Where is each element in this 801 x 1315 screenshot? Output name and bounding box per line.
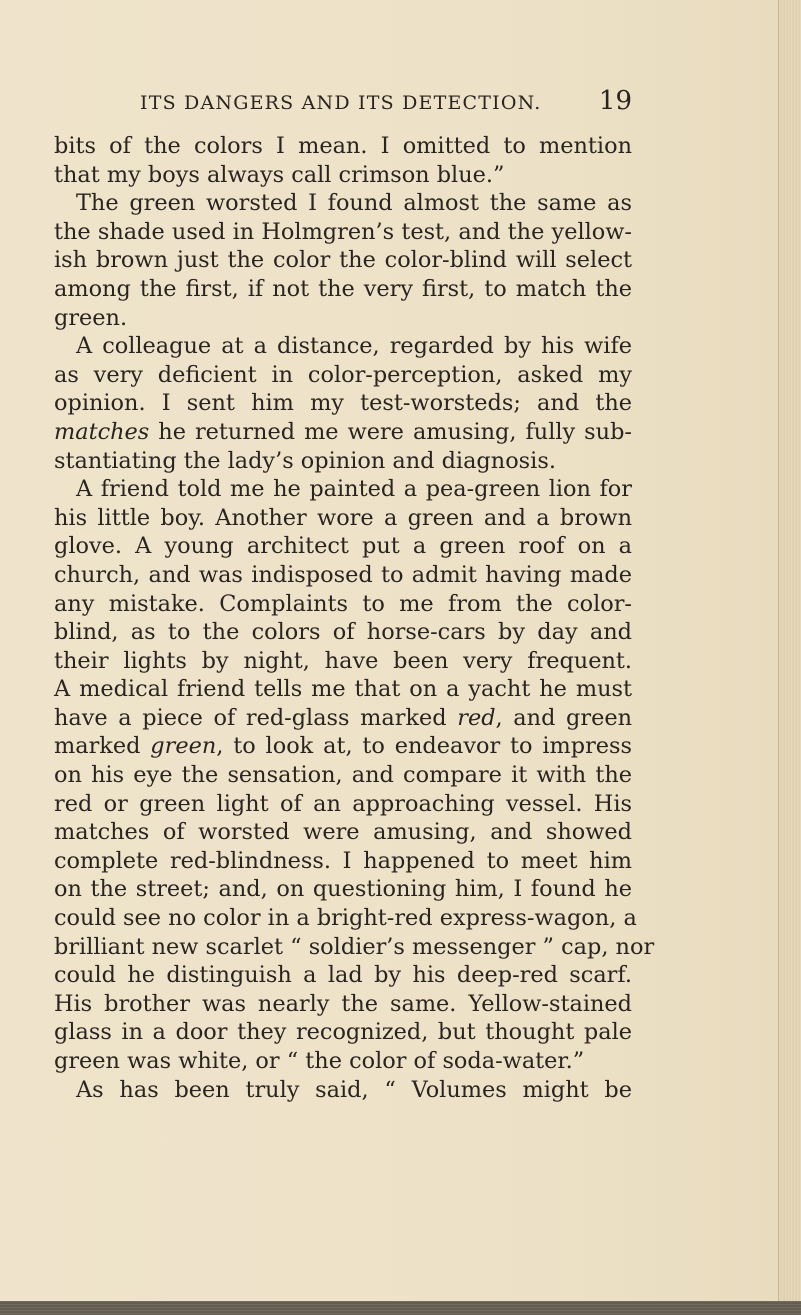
page-header [140,86,632,124]
text-run: have a piece of red-glass marked [54,704,458,731]
text-line: As has been truly said, “ Volumes might be [76,1076,632,1103]
text-line: on his eye the sensation, and compare it with the [54,762,632,789]
page-number: 19 [598,86,632,116]
italic-text: matches [54,418,150,445]
text-line: church, and was indisposed to admit having made [54,561,632,588]
text-line: The green worsted I found almost the same as [76,190,632,217]
text-line [54,732,632,761]
text-line: matches of worsted were amusing, and showed [54,819,632,846]
text-line: stantiating the lady’s opinion and diagnosis. [54,447,556,474]
text-line: brilliant new scarlet “ soldier’s messenger ” cap, nor [54,933,655,960]
text-line: could he distinguish a lad by his deep-red scarf. [54,962,632,989]
text-line: as very deficient in color-perception, asked my [54,361,632,388]
text-run: he returned me were amusing, fully sub- [149,418,632,445]
text-line: on the street; and, on questioning him, I found he [54,876,632,903]
text-run: marked [54,733,151,760]
italic-text: green [150,733,217,760]
text-line [54,704,632,733]
text-line: A friend told me he painted a pea-green lion for [76,476,632,503]
text-line: among the first, if not the very first, to match the [54,275,632,302]
text-line: his little boy. Another wore a green and a brown [54,504,632,531]
text-line: could see no color in a bright-red express-wagon, a [54,905,637,932]
text-line: blind, as to the colors of horse-cars by day and [54,619,632,646]
italic-text: red [457,704,496,731]
text-line: A colleague at a distance, regarded by his wife [76,333,632,360]
text-line: glove. A young architect put a green roof on a [54,533,632,560]
text-line: their lights by night, have been very frequent. [54,647,632,674]
text-line: that my boys always call crimson blue.” [54,161,505,188]
text-line: A medical friend tells me that on a yacht he must [54,676,632,703]
text-line [54,418,632,447]
text-line: red or green light of an approaching vessel. His [54,790,632,817]
body-text [54,132,655,1104]
page-bottom-edge [0,1301,801,1315]
text-line: green. [54,304,128,331]
text-line: glass in a door they recognized, but thought pale [54,1019,632,1046]
text-line: bits of the colors I mean. I omitted to mention [54,133,632,159]
text-line: ish brown just the color the color-blind will select [54,247,632,274]
text-line: any mistake. Complaints to me from the color- [54,590,632,617]
text-run: , and green [495,704,632,731]
text-line: His brother was nearly the same. Yellow-stained [54,990,632,1017]
text-line: green was white, or “ the color of soda-water.” [54,1048,585,1074]
running-title: ITS DANGERS AND ITS DETECTION. [140,92,542,114]
text-line: opinion. I sent him my test-worsteds; and the [54,390,632,417]
page-edge-stack [778,0,801,1315]
text-line: the shade used in Holmgren’s test, and the yellow- [54,218,632,245]
text-run: , to look at, to endeavor to impress [216,733,633,760]
text-line: complete red-blindness. I happened to meet him [54,847,632,874]
